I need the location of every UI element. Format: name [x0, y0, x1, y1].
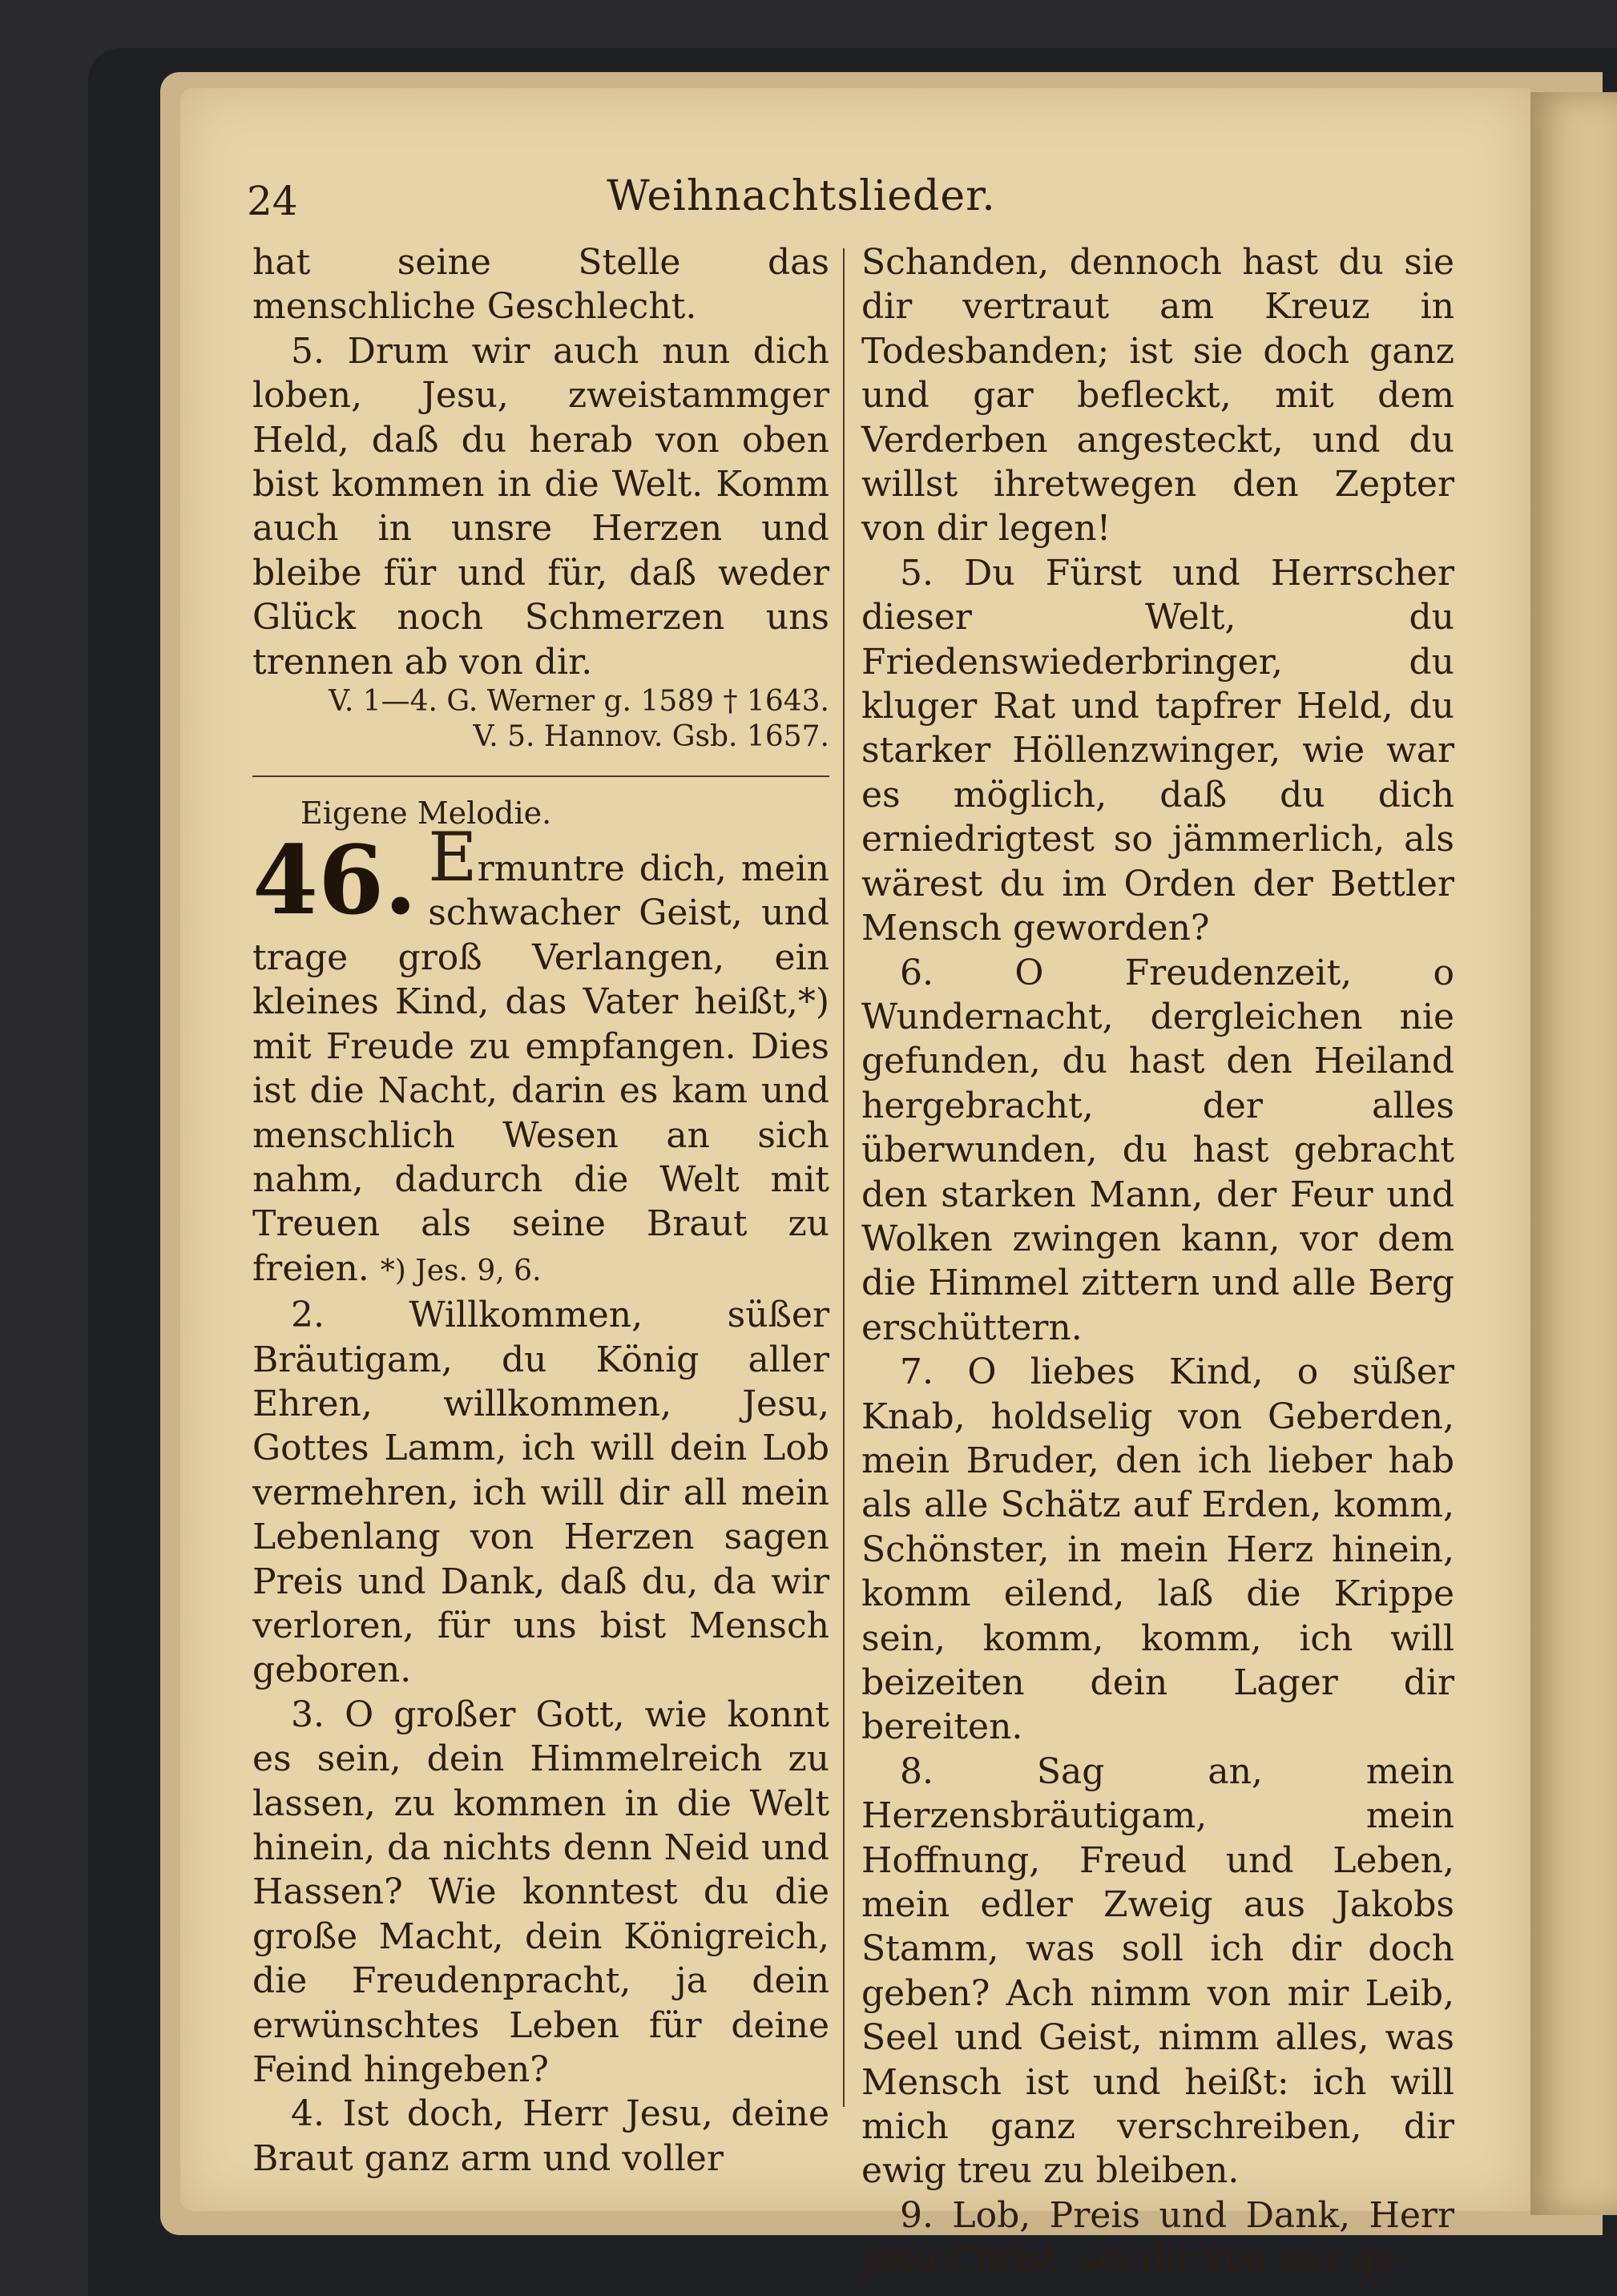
hymn-verse-3: 3. O großer Gott, wie konnt es sein, dein Himmelreich zu lassen, zu kommen in die Welt hinein, da nichts denn Neid und Hassen? Wie konntest du die große Macht, dein Königreich, die Freudenpracht, ja dein erwünschtes Leben für deine Feind hingeben?	[252, 1694, 829, 2091]
hymn-verse-4-end: Schanden, dennoch hast du sie dir vertraut am Kreuz in Todesbanden; ist sie doch ganz und gar befleckt, mit dem Verderben angesteckt, und du willst ihretwegen den Zepter von dir legen!	[861, 242, 1454, 550]
facing-page-edge	[1530, 92, 1617, 2215]
column-divider	[843, 248, 845, 2107]
verse-1-text: rmuntre dich, mein schwacher Geist, und trage groß Verlangen, ein kleines Kind, das Vater heißt,*) mit Freude zu empfangen. Dies ist die Nacht, darin es kam und menschlich Wesen an sich nahm, dadurch die Welt mit Treuen als seine Braut zu freien.	[252, 848, 829, 1289]
page-number: 24	[247, 178, 298, 224]
hymn-verse-4-start: 4. Ist doch, Herr Jesu, deine Braut ganz arm und voller	[252, 2093, 829, 2179]
attribution-line-1: V. 1—4. G. Werner g. 1589 † 1643.	[329, 685, 829, 719]
hymn-verse-9-start: 9. Lob, Preis und Dank, Herr Jesu Christ, sei dir von mir ge-	[861, 2194, 1454, 2281]
hymn-verse-7: 7. O liebes Kind, o süßer Knab, holdselig von Geberden, mein Bruder, den ich lieber hab als alle Schätz auf Erden, komm, Schönster, in mein Herz hinein, komm eilend, laß die Krippe sein, komm, komm, ich will beizeiten dein Lager dir bereiten.	[861, 1351, 1454, 1748]
hymn-verse-1	[252, 818, 829, 1293]
footnote: *) Jes. 9, 6.	[380, 1254, 542, 1287]
running-title: Weihnachtslieder.	[607, 172, 996, 220]
attribution-line-2: V. 5. Hannov. Gsb. 1657.	[473, 720, 829, 754]
prev-hymn-verse-5: 5. Drum wir auch nun dich loben, Jesu, zweistammger Held, daß du herab von oben bist kommen in die Welt. Komm auch in unsre Herzen und bleibe für und für, daß weder Glück noch Schmerzen uns trennen ab von dir.	[252, 330, 829, 683]
hymn-number: 46.	[252, 824, 417, 937]
hymn-verse-2: 2. Willkommen, süßer Bräutigam, du König aller Ehren, willkommen, Jesu, Gottes Lamm, ich will dein Lob vermehren, ich will dir all mein Lebenlang von Herzen sagen Preis und Dank, daß du, da wir verloren, für uns bist Mensch geboren.	[252, 1295, 829, 1691]
prev-hymn-line: hat seine Stelle das menschliche Geschlecht.	[252, 242, 829, 328]
hymn-verse-8: 8. Sag an, mein Herzensbräutigam, mein Hoffnung, Freud und Leben, mein edler Zweig aus Jakobs Stamm, was soll ich dir doch geben? Ach nimm von mir Leib, Seel und Geist, nimm alles, was Mensch ist und heißt: ich will mich ganz verschreiben, dir ewig treu zu bleiben.	[861, 1750, 1454, 2192]
hymn-verse-5: 5. Du Fürst und Herrscher dieser Welt, du Friedenswiederbringer, du kluger Rat und tapfrer Held, du starker Höllenzwinger, wie war es möglich, daß du dich erniedrigtest so jämmerlich, als wärest du im Orden der Bettler Mensch geworden?	[861, 552, 1454, 949]
left-column	[252, 240, 829, 2181]
section-rule	[252, 775, 829, 777]
right-column	[861, 240, 1454, 2282]
drop-cap: E	[428, 818, 478, 897]
hymn-verse-6: 6. O Freudenzeit, o Wundernacht, dergleichen nie gefunden, du hast den Heiland hergebracht, der alles überwunden, du hast gebracht den starken Mann, der Feur und Wolken zwingen kann, vor dem die Himmel zittern und alle Berg erschüttern.	[861, 952, 1454, 1348]
melody-note: Eigene Melodie.	[300, 796, 552, 832]
